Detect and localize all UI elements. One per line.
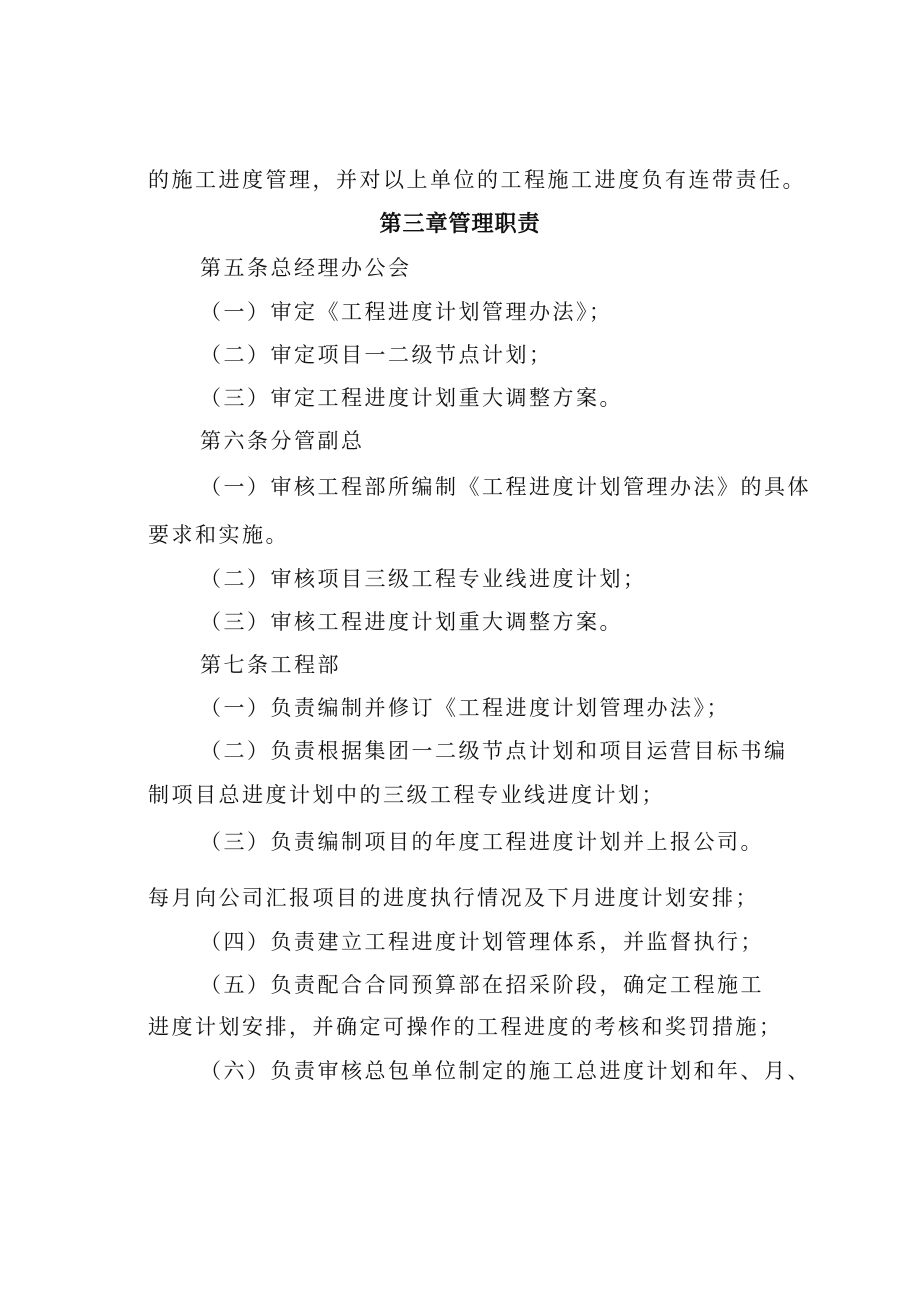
article-5-item-1: （一）审定《工程进度计划管理办法》； (200, 300, 613, 324)
article-7-item-2: （二）负责根据集团一二级节点计划和项目运营目标书编 (200, 739, 788, 763)
article-5-item-3: （三）审定工程进度计划重大调整方案。 (200, 386, 623, 410)
article-5-item-2: （二）审定项目一二级节点计划； (200, 343, 553, 367)
article-7-item-1: （一）负责编制并修订《工程进度计划管理办法》； (200, 696, 730, 720)
article-6-item-2: （二）审核项目三级工程专业线进度计划； (200, 567, 647, 591)
article-7-title: 第七条工程部 (200, 653, 341, 677)
article-6-title: 第六条分管副总 (200, 429, 365, 453)
article-7-item-2-cont: 制项目总进度计划中的三级工程专业线进度计划； (148, 783, 665, 807)
article-7-item-5-cont: 进度计划安排，并确定可操作的工程进度的考核和奖罚措施； (148, 1015, 783, 1039)
article-6-item-3: （三）审核工程进度计划重大调整方案。 (200, 610, 623, 634)
paragraph-continuation: 的施工进度管理，并对以上单位的工程施工进度负有连带责任。 (148, 168, 806, 192)
article-7-item-3: （三）负责编制项目的年度工程进度计划并上报公司。 (200, 830, 764, 854)
chapter-heading: 第三章管理职责 (379, 212, 541, 237)
article-7-item-5: （五）负责配合合同预算部在招采阶段，确定工程施工 (200, 973, 764, 997)
article-7-item-4: （四）负责建立工程进度计划管理体系，并监督执行； (200, 930, 764, 954)
article-6-item-1: （一）审核工程部所编制《工程进度计划管理办法》的具体 (200, 475, 811, 499)
article-7-item-3-cont: 每月向公司汇报项目的进度执行情况及下月进度计划安排； (148, 886, 759, 910)
article-5-title: 第五条总经理办公会 (200, 256, 412, 280)
article-7-item-6: （六）负责审核总包单位制定的施工总进度计划和年、月、 (200, 1059, 811, 1083)
article-6-item-1-cont: 要求和实施。 (148, 523, 289, 547)
